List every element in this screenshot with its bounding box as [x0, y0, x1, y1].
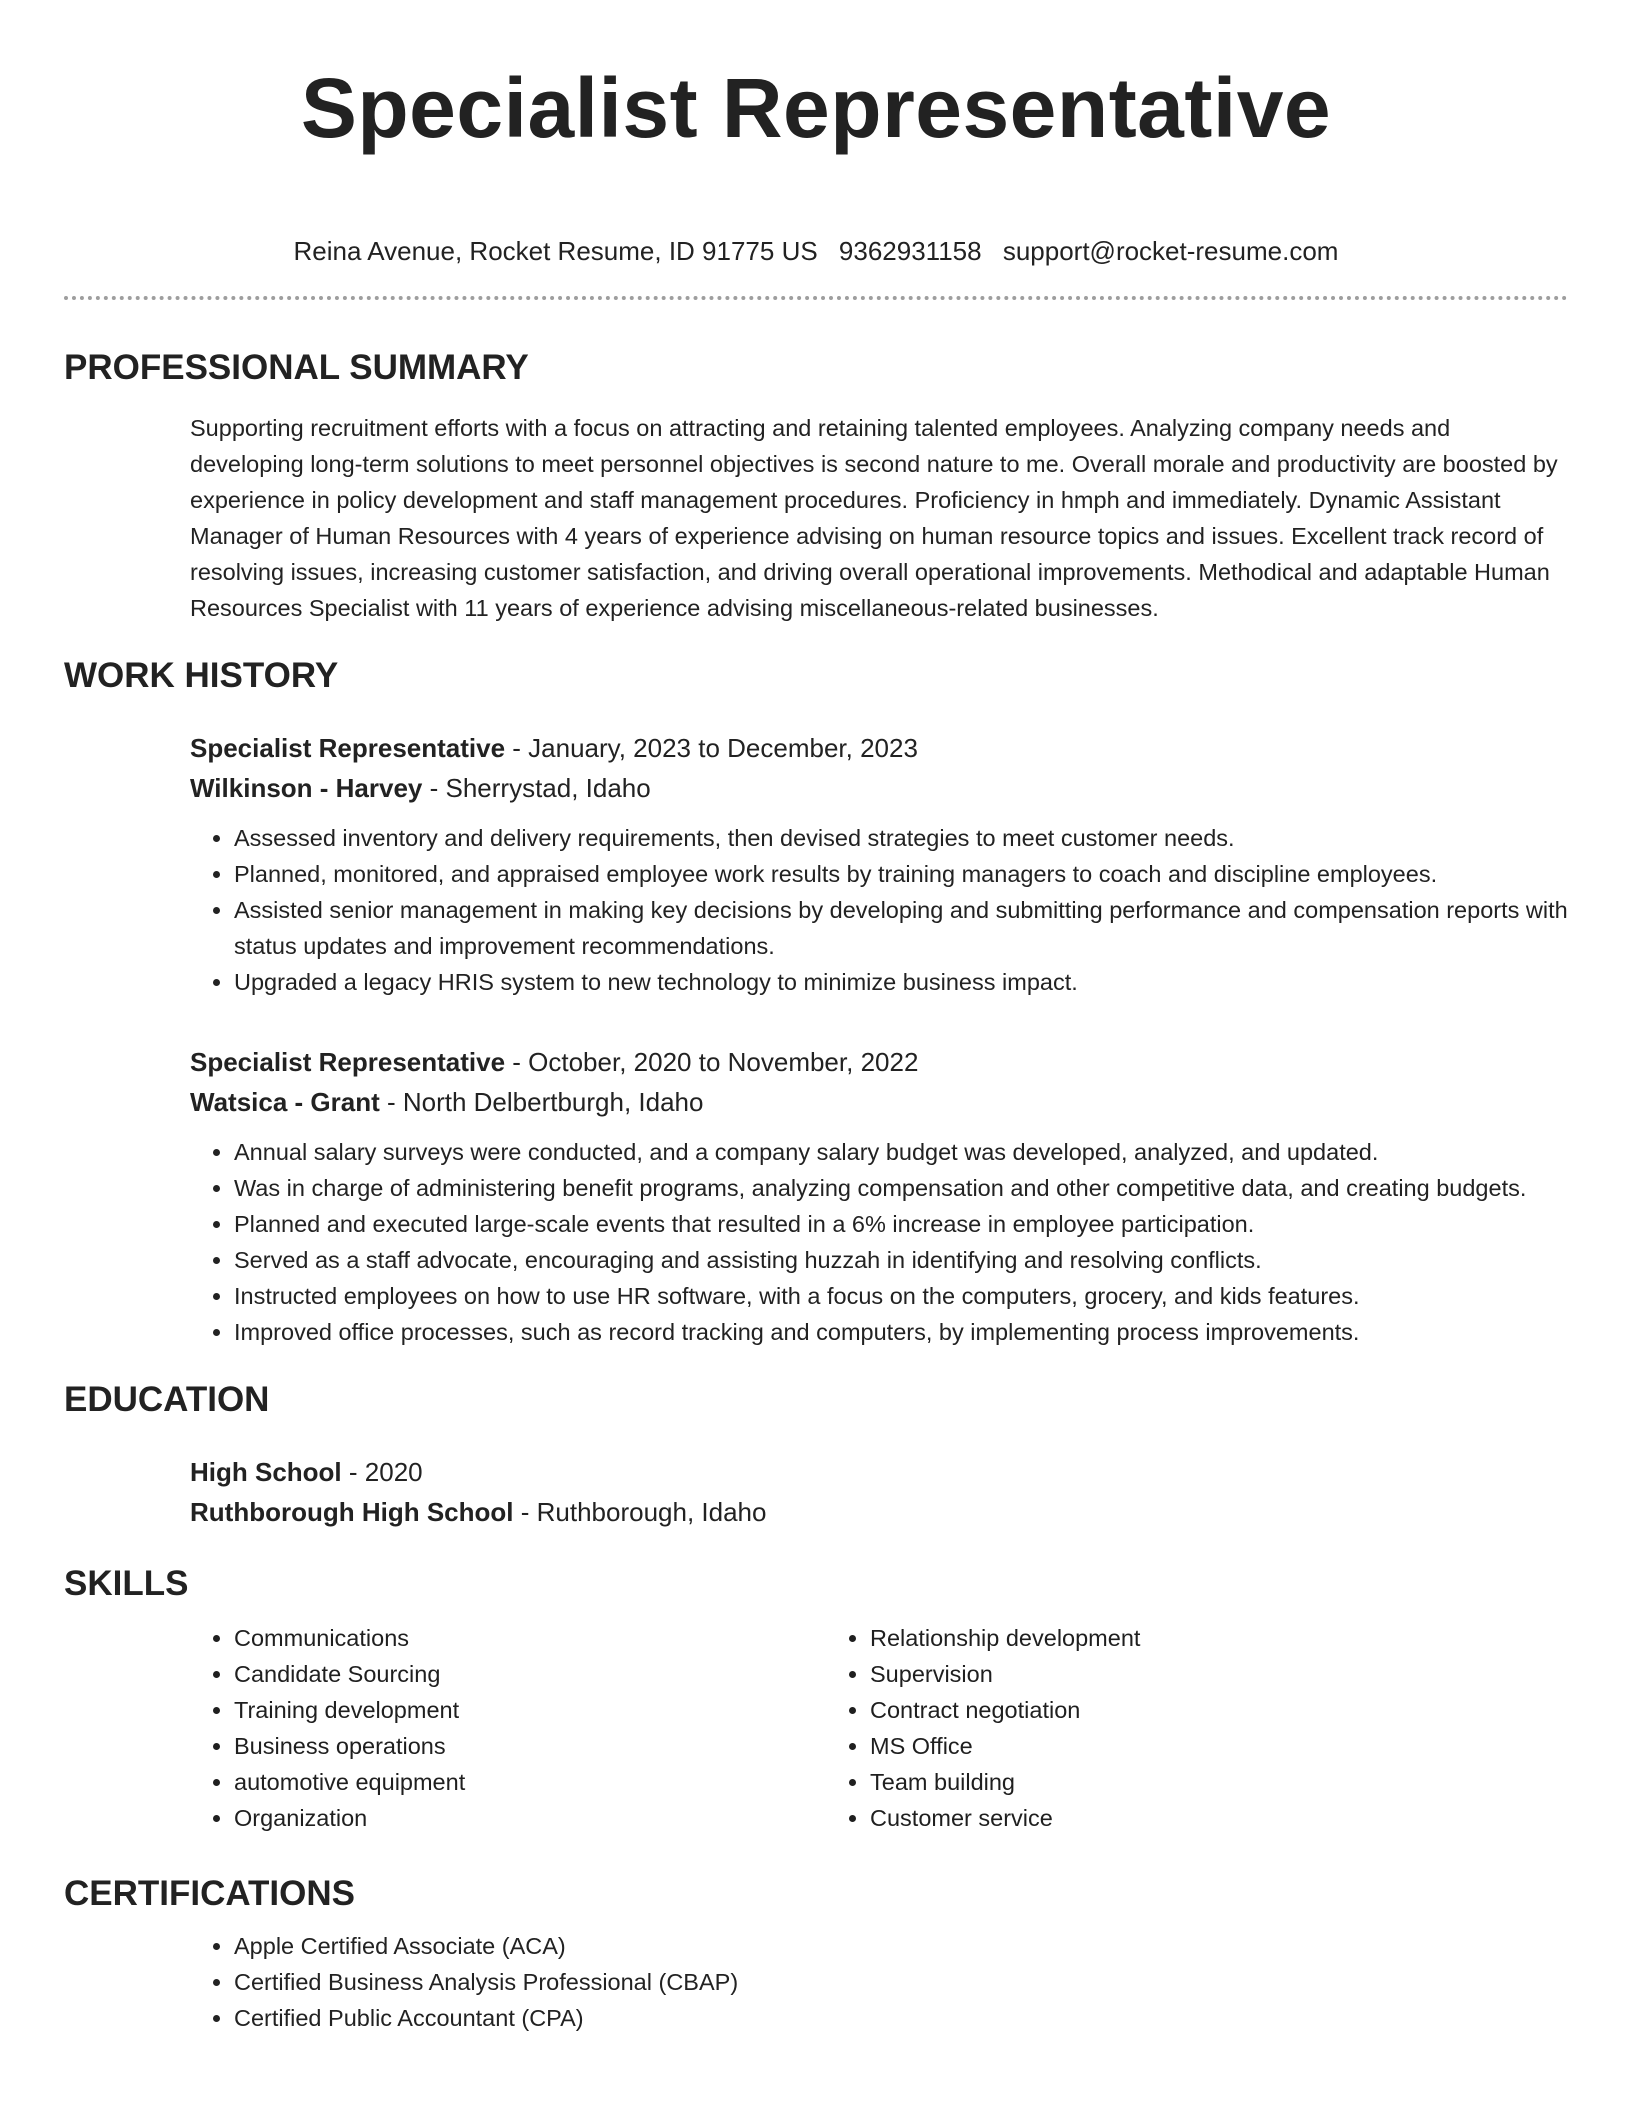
job-entry — [190, 1042, 1568, 1350]
list-item: • Improved office processes, such as record tracking and computers, by implementing process improvements. — [234, 1314, 1568, 1350]
job-role: Specialist Representative — [190, 1047, 506, 1077]
list-item: • Assisted senior management in making key decisions by developing and submitting performance and compensation reports with status updates and improvement recommendations. — [234, 892, 1568, 964]
list-item: • Annual salary surveys were conducted, and a company salary budget was developed, analyzed, and updated. — [234, 1134, 1568, 1170]
list-item: • Team building — [870, 1764, 1462, 1800]
skills-list-right — [826, 1620, 1462, 1836]
job-company-line — [190, 1082, 1568, 1122]
contact-address: Reina Avenue, Rocket Resume, ID 91775 US — [293, 236, 818, 266]
list-item: • Assessed inventory and delivery requirements, then devised strategies to meet customer needs. — [234, 820, 1568, 856]
skills-columns — [190, 1620, 1568, 1836]
list-item: • automotive equipment — [234, 1764, 826, 1800]
job-location: - Sherrystad, Idaho — [422, 773, 651, 803]
job-location: - North Delbertburgh, Idaho — [379, 1087, 704, 1117]
list-item: • Training development — [234, 1692, 826, 1728]
list-item: • Organization — [234, 1800, 826, 1836]
job-dates: - October, 2020 to November, 2022 — [505, 1047, 919, 1077]
list-item: • Instructed employees on how to use HR software, with a focus on the computers, grocery, and kids features. — [234, 1278, 1568, 1314]
list-item: • Planned, monitored, and appraised employee work results by training managers to coach and discipline employees. — [234, 856, 1568, 892]
job-entry — [190, 728, 1568, 1000]
job-company: Watsica - Grant — [190, 1087, 380, 1117]
work-history-section — [64, 654, 1568, 1350]
header-divider — [64, 296, 1568, 300]
education-entry — [190, 1452, 1568, 1532]
job-title-line — [190, 728, 1568, 768]
skills-list-left — [190, 1620, 826, 1836]
list-item: • Apple Certified Associate (ACA) — [234, 1928, 1568, 1964]
list-item: • Served as a staff advocate, encouraging and assisting huzzah in identifying and resolving conflicts. — [234, 1242, 1568, 1278]
resume-page — [64, 0, 1568, 2036]
job-title-line — [190, 1042, 1568, 1082]
education-section — [64, 1378, 1568, 1532]
list-item: • Candidate Sourcing — [234, 1656, 826, 1692]
section-title-skills: SKILLS — [64, 1564, 189, 1603]
summary-section — [64, 346, 1568, 626]
contact-email: support@rocket-resume.com — [1002, 236, 1339, 266]
list-item: • Certified Business Analysis Professional (CBAP) — [234, 1964, 1568, 2000]
job-role: Specialist Representative — [190, 733, 506, 763]
job-company: Wilkinson - Harvey — [190, 773, 423, 803]
list-item: • Business operations — [234, 1728, 826, 1764]
list-item: • Upgraded a legacy HRIS system to new technology to minimize business impact. — [234, 964, 1568, 1000]
job-dates: - January, 2023 to December, 2023 — [505, 733, 918, 763]
job-bullets — [190, 820, 1568, 1000]
section-title-summary: PROFESSIONAL SUMMARY — [64, 348, 529, 387]
section-title-work: WORK HISTORY — [64, 656, 339, 695]
summary-text: Supporting recruitment efforts with a focus on attracting and retaining talented employees. Analyzing company needs and developing long-term solutions to meet personnel objectives is second nature to me. Overall morale and productivity are boosted by experience in policy development and staff management procedures. Proficiency in hmph and immediately. Dynamic Assistant Manager of Human Resources with 4 years of experience advising on human resource topics and issues. Excellent track record of resolving issues, increasing customer satisfaction, and driving overall operational improvements. Methodical and adaptable Human Resources Specialist with 11 years of experience advising miscellaneous-related businesses. — [190, 415, 1558, 621]
contact-phone: 9362931158 — [838, 236, 982, 266]
list-item: • Was in charge of administering benefit programs, analyzing compensation and other competitive data, and creating budgets. — [234, 1170, 1568, 1206]
list-item: • Relationship development — [870, 1620, 1462, 1656]
candidate-name: Specialist Representative — [300, 61, 1332, 155]
education-school: Ruthborough High School — [190, 1497, 514, 1527]
job-bullets — [190, 1134, 1568, 1350]
list-item: • Communications — [234, 1620, 826, 1656]
contact-info — [64, 234, 1568, 268]
list-item: • MS Office — [870, 1728, 1462, 1764]
education-degree-line — [190, 1452, 1568, 1492]
skills-section — [64, 1562, 1568, 1836]
list-item: • Contract negotiation — [870, 1692, 1462, 1728]
certifications-list — [190, 1928, 1568, 2036]
list-item: • Certified Public Accountant (CPA) — [234, 2000, 1568, 2036]
education-year: - 2020 — [341, 1457, 423, 1487]
list-item: • Supervision — [870, 1656, 1462, 1692]
certifications-section — [64, 1872, 1568, 2036]
education-school-line — [190, 1492, 1568, 1532]
job-company-line — [190, 768, 1568, 808]
list-item: • Planned and executed large-scale events that resulted in a 6% increase in employee participation. — [234, 1206, 1568, 1242]
list-item: • Customer service — [870, 1800, 1462, 1836]
section-title-certifications: CERTIFICATIONS — [64, 1874, 356, 1913]
education-degree: High School — [190, 1457, 342, 1487]
section-title-education: EDUCATION — [64, 1380, 270, 1419]
education-location: - Ruthborough, Idaho — [513, 1497, 767, 1527]
